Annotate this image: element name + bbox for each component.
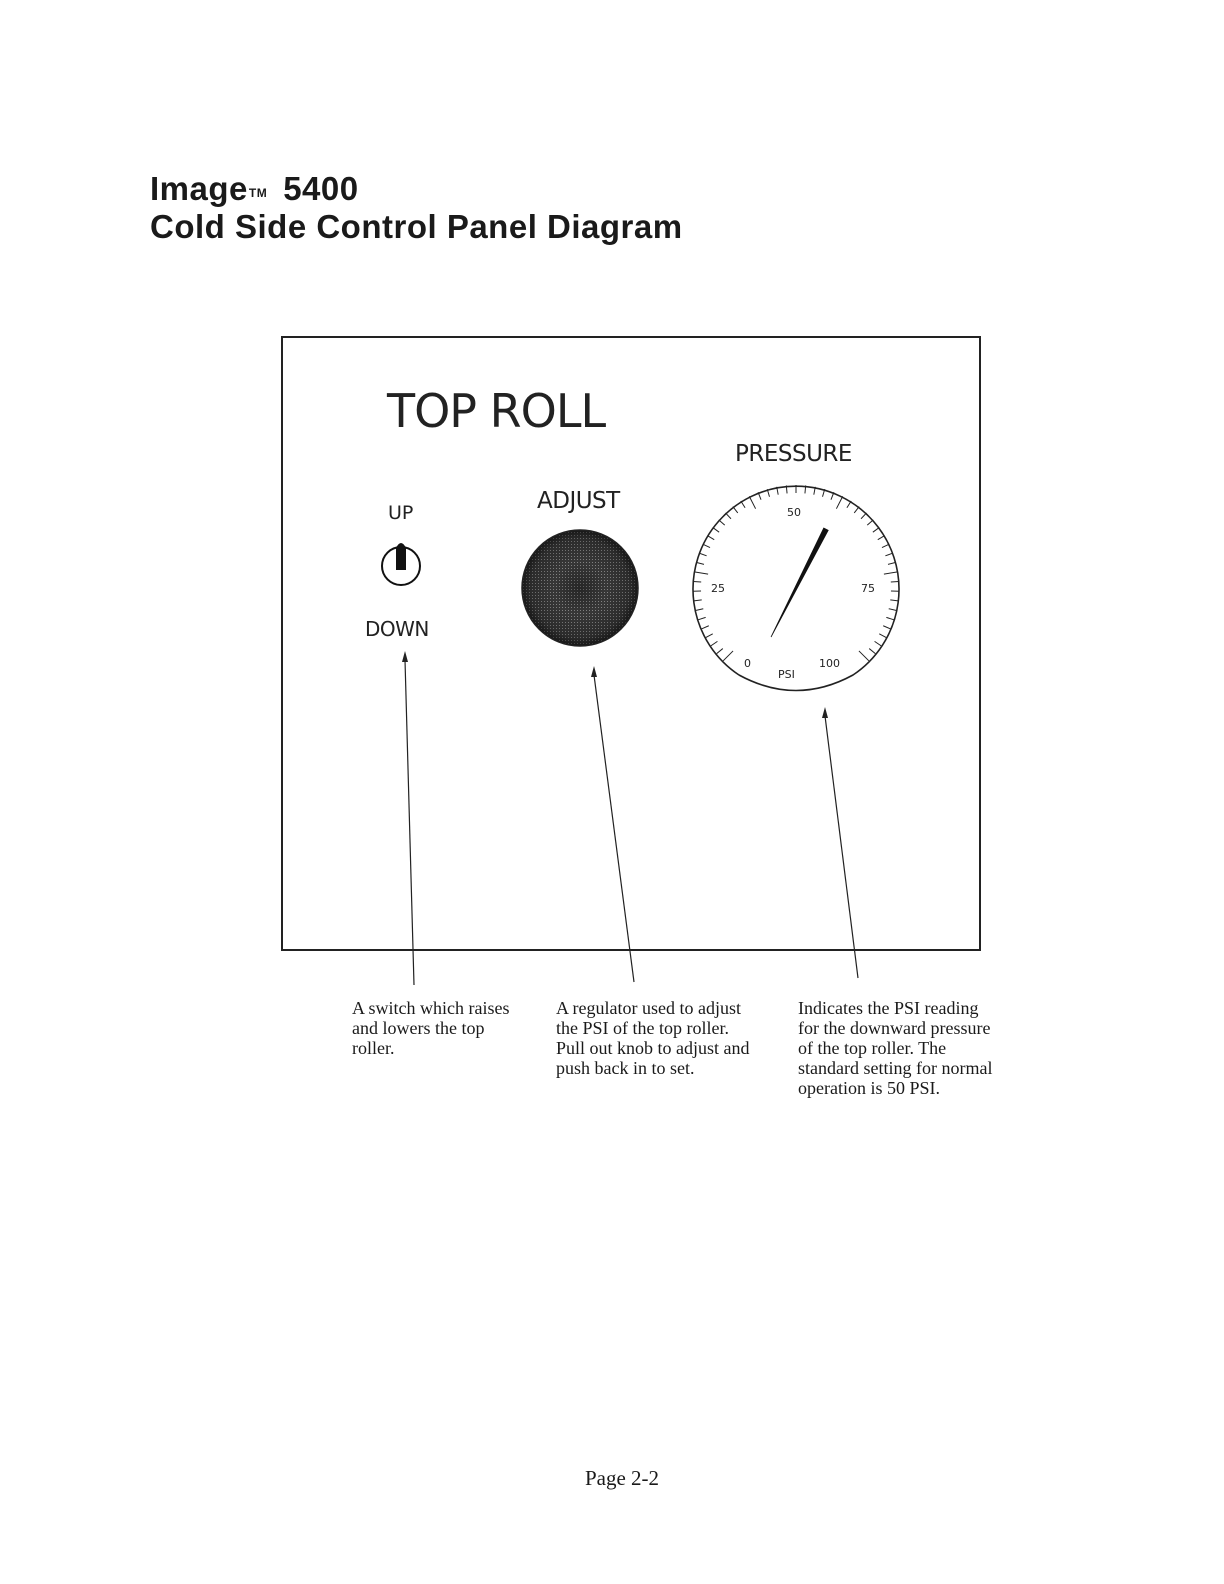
page-number: Page 2-2 <box>584 1466 660 1490</box>
gauge-tick <box>733 507 738 513</box>
gauge-tick <box>879 634 886 638</box>
gauge-tick <box>711 641 718 645</box>
gauge-tick <box>867 520 873 525</box>
gauge-tick-label-25: 25 <box>711 582 725 595</box>
switch-description: A switch which raises and lowers the top roller. <box>352 998 510 1058</box>
gauge-tick <box>884 572 898 574</box>
gauge-tick <box>861 513 866 519</box>
gauge-tick <box>694 600 702 601</box>
arrowhead-icon <box>402 651 408 662</box>
gauge-tick <box>696 562 704 564</box>
switch-up-label: UP <box>388 502 414 524</box>
gauge-tick <box>882 544 889 547</box>
gauge-tick-label-0: 0 <box>744 657 751 670</box>
gauge-tick <box>878 536 885 540</box>
gauge-tick <box>701 626 708 629</box>
gauge-tick <box>883 626 890 629</box>
gauge-tick <box>713 527 719 532</box>
gauge-tick <box>890 600 898 601</box>
gauge-tick <box>749 496 755 508</box>
gauge-tick <box>706 634 713 638</box>
gauge-tick <box>885 553 893 556</box>
gauge-tick-label-75: 75 <box>861 582 875 595</box>
gauge-tick <box>725 513 730 519</box>
gauge-tick-label-100: 100 <box>819 657 840 670</box>
gauge-callout-leader <box>822 707 858 978</box>
gauge-tick-label-50: 50 <box>787 506 801 519</box>
gauge-needle-shape <box>771 528 828 637</box>
title-line-2: Cold Side Control Panel Diagram <box>150 208 683 245</box>
title-model-number: 5400 <box>283 170 359 207</box>
gauge-tick <box>873 527 879 532</box>
gauge-needle <box>771 528 828 637</box>
toggle-lever-icon <box>396 543 406 570</box>
gauge-unit-label: PSI <box>778 668 795 681</box>
gauge-tick <box>891 582 899 583</box>
pressure-adjust-knob[interactable] <box>522 530 638 646</box>
title-product-word: Image <box>150 170 248 207</box>
gauge-tick <box>693 582 701 583</box>
gauge-tick <box>703 544 710 547</box>
gauge-tick <box>888 562 896 564</box>
adjust-label: ADJUST <box>537 488 620 514</box>
arrowhead-icon <box>591 666 597 677</box>
gauge-tick <box>886 617 894 619</box>
top-roll-toggle-switch[interactable] <box>382 543 420 585</box>
gauge-description: Indicates the PSI reading for the downward pressure of the top roller. The standard setting for normal operation is 50 PSI. <box>798 998 993 1098</box>
gauge-tick <box>717 649 723 654</box>
panel-heading: TOP ROLL <box>387 384 606 438</box>
gauge-tick <box>741 501 745 508</box>
gauge-tick <box>847 501 851 508</box>
gauge-tick <box>869 649 875 654</box>
regulator-description: A regulator used to adjust the PSI of the top roller. Pull out knob to adjust and push back in to set. <box>556 998 750 1078</box>
gauge-tick <box>698 617 706 619</box>
gauge-tick <box>875 641 882 645</box>
regulator-callout-leader <box>591 666 634 982</box>
gauge-tick <box>707 536 714 540</box>
trademark-mark: TM <box>248 186 268 200</box>
arrowhead-icon <box>822 707 828 718</box>
gauge-tick <box>859 651 869 661</box>
gauge-tick <box>719 520 725 525</box>
switch-down-label: DOWN <box>365 617 429 641</box>
gauge-tick <box>854 507 859 513</box>
gauge-tick <box>723 651 733 661</box>
gauge-tick <box>694 572 708 574</box>
gauge-tick <box>889 609 897 611</box>
pressure-gauge <box>693 485 899 691</box>
gauge-tick <box>695 609 703 611</box>
gauge-tick <box>699 553 707 556</box>
switch-callout-leader <box>402 651 414 985</box>
gauge-tick <box>836 496 842 508</box>
pressure-label: PRESSURE <box>735 441 852 467</box>
